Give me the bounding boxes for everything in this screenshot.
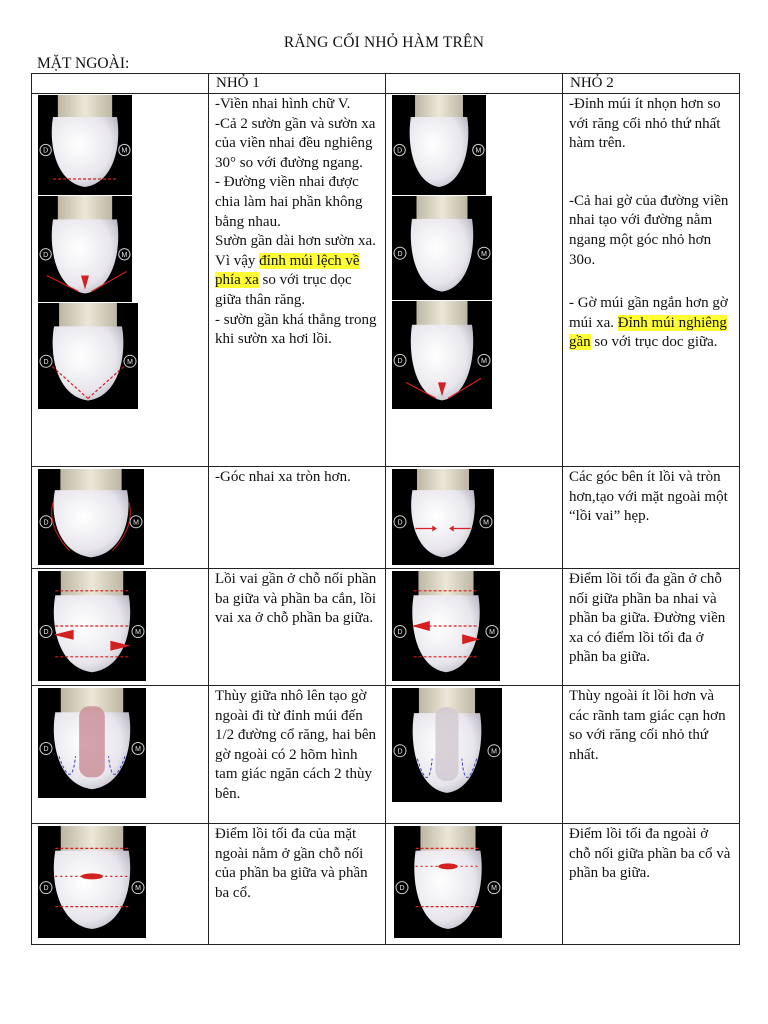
tooth-image [392, 571, 500, 681]
text-cell [209, 94, 386, 467]
text-cell [563, 686, 740, 824]
svg-text:D: D [397, 519, 403, 527]
description-text: Lồi vai gần ở chỗ nối phần ba giữa và phần ba cắn, lồi vai xa ở chỗ phần ba giữa. [215, 571, 377, 627]
table-row [32, 569, 740, 686]
svg-text:D: D [397, 147, 403, 155]
highlighted-text: đỉnh múi lệch về phía xa [215, 252, 360, 289]
header-empty-left [32, 74, 209, 94]
image-cell-premolar2 [386, 824, 563, 945]
tooth-image [38, 469, 144, 565]
description-text: Điểm lồi tối đa ngoài ở chỗ nối giữa phần ba cổ và phần ba giữa. [569, 826, 731, 882]
table-row [32, 467, 740, 569]
svg-text:M: M [491, 885, 497, 893]
tooth-image [394, 826, 502, 938]
description-text: -Cả 2 sườn gần và sườn xa của viền nhai đều nghiêng 30° so với đường ngang. [215, 115, 376, 171]
image-cell-premolar2 [386, 467, 563, 569]
text-cell [209, 824, 386, 945]
svg-text:D: D [397, 748, 403, 756]
description-text: Thùy giữa nhô lên tạo gờ ngoài đi từ đỉnh múi đến 1/2 đường cổ răng, hai bên gờ ngoài có 2 hõm hình tam giác ngăn cách 2 thùy bên. [215, 688, 377, 802]
tooth-image [392, 95, 486, 195]
description-text: - Gờ múi gần ngắn hơn gờ múi xa. Đỉnh múi nghiêng gần so với trục doc giữa. [569, 295, 728, 351]
svg-text:D: D [397, 250, 403, 258]
svg-text:M: M [121, 147, 128, 155]
tooth-image [38, 571, 146, 681]
header-empty-right [386, 74, 563, 94]
description-text: Điểm lồi tối đa gần ở chỗ nối giữa phần ba nhai và phần ba giữa. Đường viền xa có điểm lồi tối đa ở phần ba giữa. [569, 571, 726, 666]
tooth-image [392, 301, 492, 409]
description-text: - sườn gần khá thẳng trong khi sườn xa hơi lồi. [215, 311, 377, 348]
description-text: -Cả hai gờ của đường viền nhai tạo với đường nằm ngang một góc nhỏ hơn 30o. [569, 192, 729, 268]
header-row [32, 74, 740, 94]
image-cell-premolar2 [386, 686, 563, 824]
header-right: NHỎ 2 [563, 74, 740, 94]
description-text: Điểm lồi tối đa của mặt ngoài nằm ở gần chỗ nối của phần ba giữa và phần ba cổ. [215, 826, 368, 901]
svg-text:M: M [483, 519, 489, 527]
svg-text:D: D [43, 251, 49, 259]
tooth-image [38, 688, 146, 798]
table-row [32, 94, 740, 467]
text-cell [563, 824, 740, 945]
svg-text:M: M [121, 251, 128, 259]
svg-text:D: D [43, 147, 49, 155]
svg-text:D: D [43, 519, 49, 527]
tooth-image [38, 303, 138, 409]
svg-text:M: M [489, 629, 495, 637]
svg-text:D: D [399, 885, 405, 893]
tooth-image [392, 688, 502, 802]
table-row [32, 686, 740, 824]
svg-text:M: M [135, 746, 141, 754]
header-left: NHỎ 1 [209, 74, 386, 94]
image-cell-premolar1 [32, 94, 209, 467]
description-text: -Viền nhai hình chữ V. [215, 96, 351, 112]
svg-text:M: M [481, 250, 487, 258]
table-row [32, 824, 740, 945]
description-text: -Đỉnh múi ít nhọn hơn so với răng cối nhỏ thứ nhất hàm trên. [569, 96, 721, 152]
image-cell-premolar1 [32, 569, 209, 686]
text-cell [209, 686, 386, 824]
image-cell-premolar1 [32, 824, 209, 945]
text-cell [209, 569, 386, 686]
svg-text:D: D [43, 629, 49, 637]
page-title: RĂNG CỐI NHỎ HÀM TRÊN [283, 34, 485, 51]
svg-text:D: D [397, 629, 403, 637]
section-heading: MẶT NGOÀI: [37, 55, 130, 72]
svg-text:M: M [127, 358, 133, 366]
svg-text:M: M [135, 629, 141, 637]
svg-text:D: D [397, 358, 403, 365]
image-cell-premolar1 [32, 467, 209, 569]
description-text: - Đường viền nhai được chia làm hai phần không bằng nhau. [215, 174, 363, 230]
highlighted-text: Đỉnh múi nghiêng gần [569, 314, 727, 351]
svg-text:M: M [491, 748, 497, 756]
image-cell-premolar1 [32, 686, 209, 824]
text-cell [563, 569, 740, 686]
tooth-image [38, 826, 146, 938]
svg-text:M: M [135, 885, 141, 893]
description-text: Thùy ngoài ít lồi hơn và các rãnh tam giác cạn hơn so với răng cối nhỏ thứ nhất. [569, 688, 726, 763]
svg-text:M: M [481, 358, 487, 365]
text-cell [209, 467, 386, 569]
svg-text:M: M [475, 147, 482, 155]
description-text: -Góc nhai xa tròn hơn. [215, 469, 351, 485]
image-cell-premolar2 [386, 569, 563, 686]
tooth-image [38, 196, 132, 302]
description-text: Sườn gần dài hơn sườn xa. Vì vậy đỉnh múi lệch về phía xa so với trục dọc giữa thân răng. [215, 233, 376, 308]
comparison-table [31, 73, 740, 945]
text-cell [563, 94, 740, 467]
svg-text:D: D [43, 885, 49, 893]
text-cell [563, 467, 740, 569]
tooth-image [38, 95, 132, 195]
image-cell-premolar2 [386, 94, 563, 467]
svg-text:D: D [43, 358, 49, 366]
description-text: Các góc bên ít lồi và tròn hơn,tạo với mặt ngoài một “lồi vai” hẹp. [569, 469, 728, 525]
svg-text:M: M [133, 519, 139, 527]
svg-text:D: D [43, 746, 49, 754]
tooth-image [392, 196, 492, 300]
tooth-image [392, 469, 494, 565]
